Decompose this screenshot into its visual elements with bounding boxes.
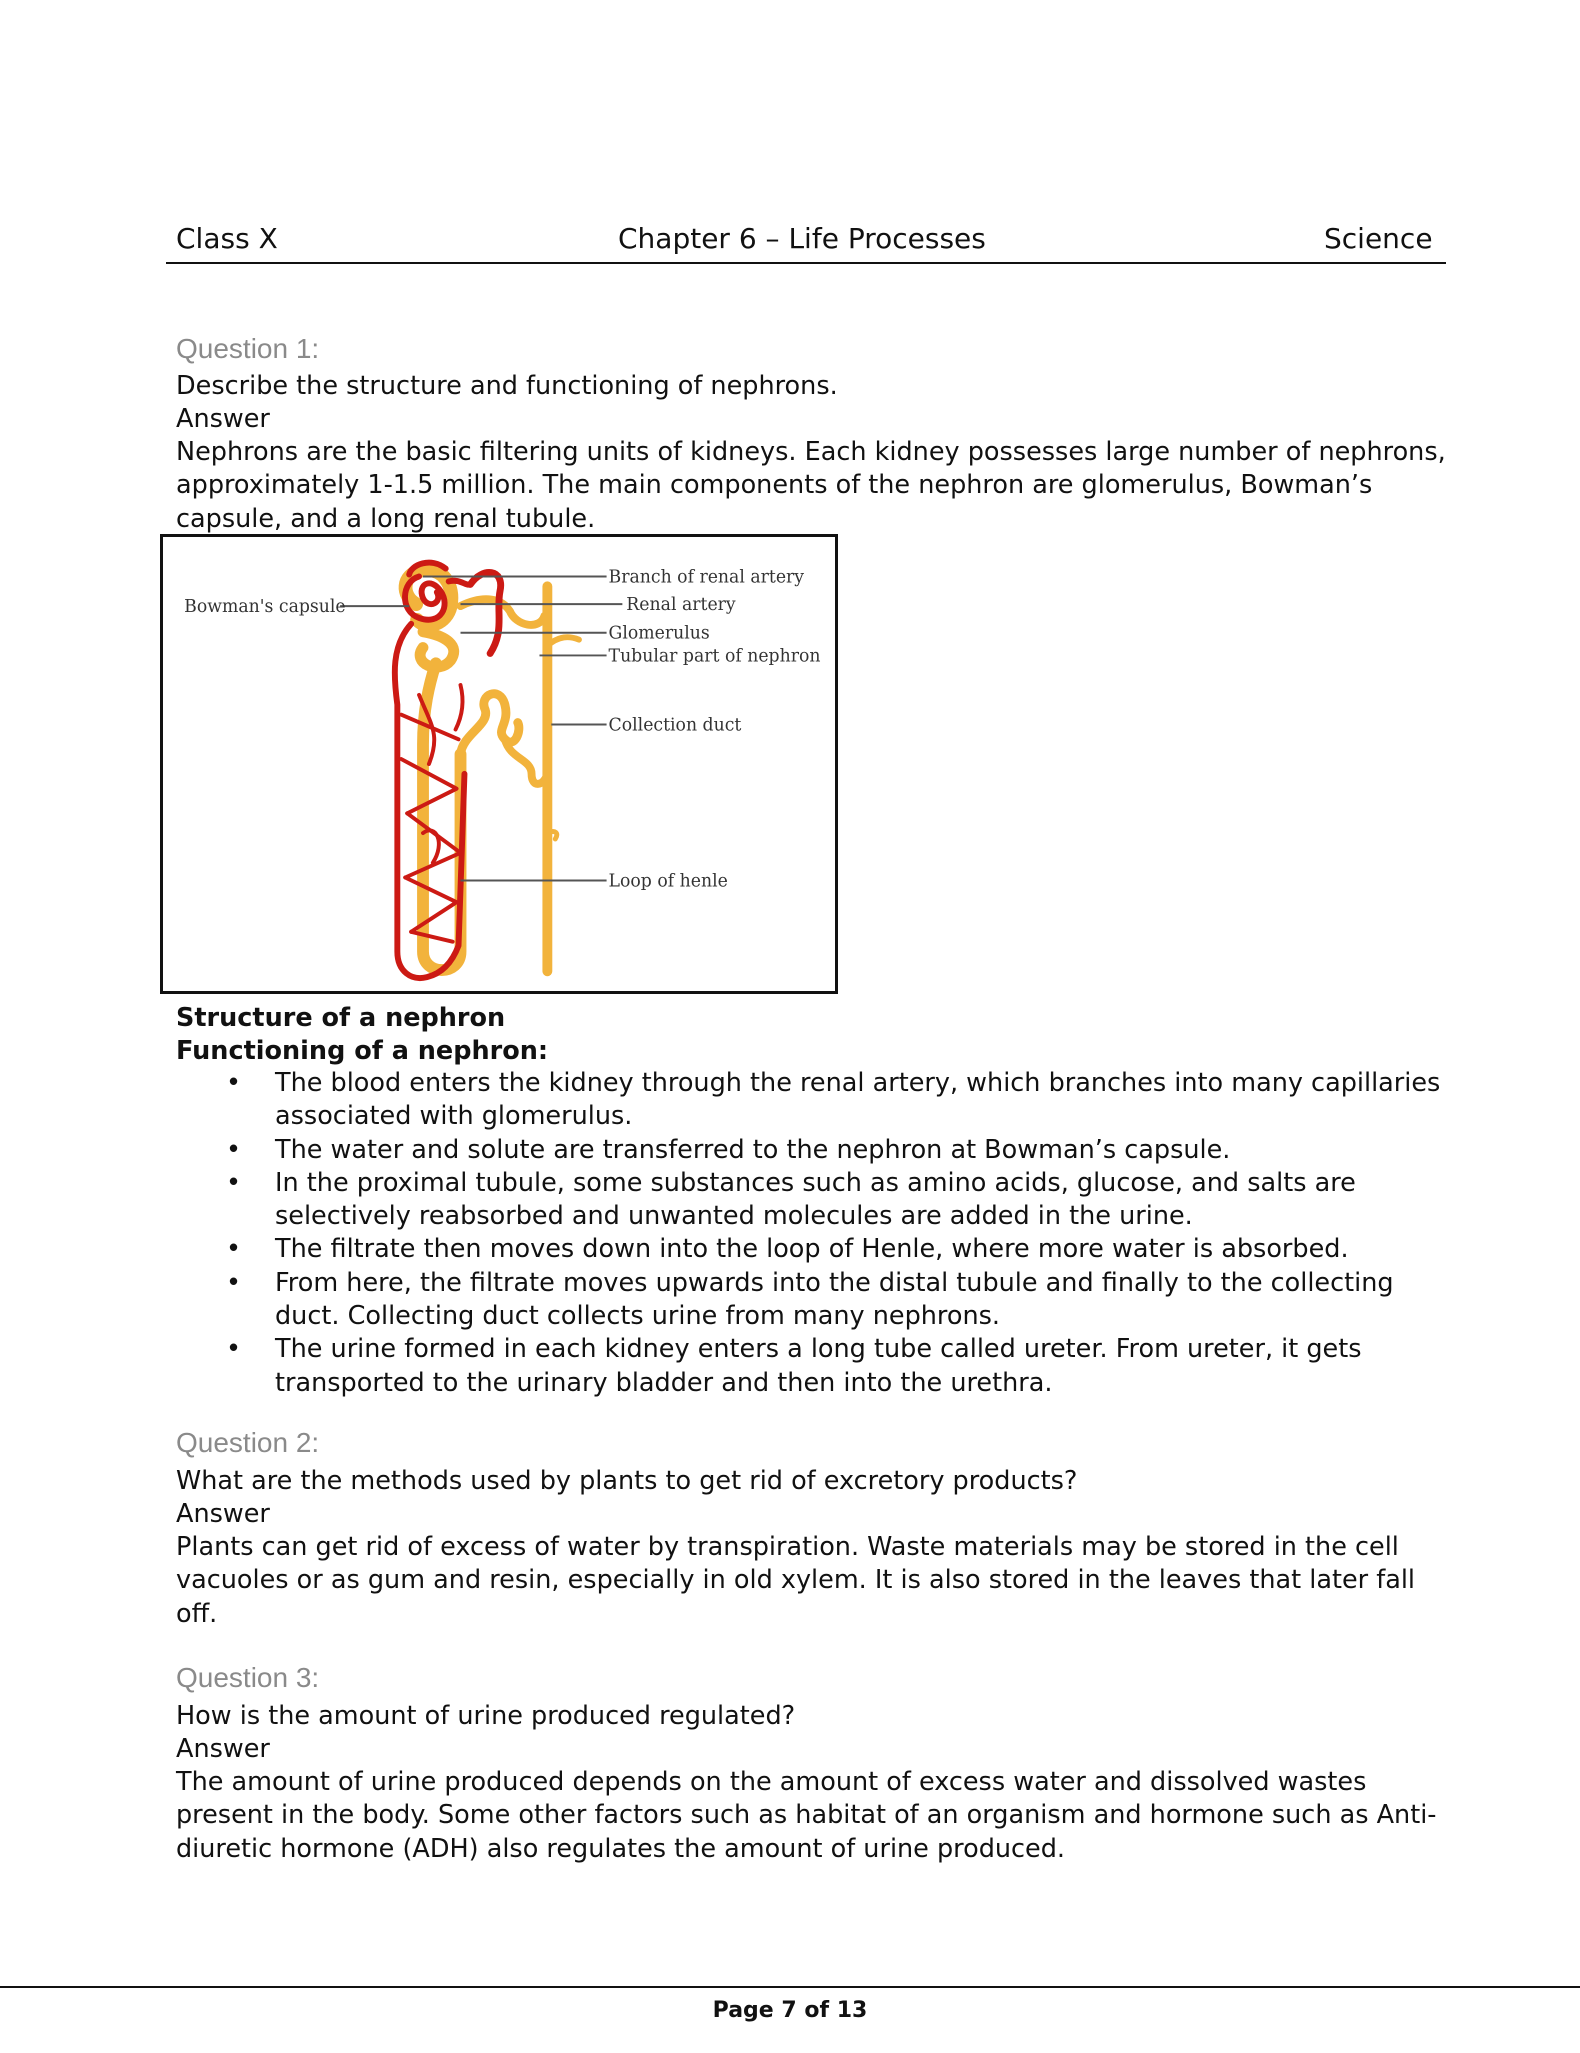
question-1-title: Question 1:: [176, 333, 320, 364]
footer-rule: [0, 1986, 1580, 1988]
question-1-answer-label: Answer: [176, 404, 270, 434]
label-bowmans-capsule: Bowman's capsule: [184, 597, 346, 618]
bullet-icon: •: [226, 1068, 242, 1098]
page-number: Page 7 of 13: [712, 1998, 868, 2023]
list-item: • The blood enters the kidney through the renal artery, which branches into many capillaries associated with glomerulus.: [226, 1068, 1441, 1132]
question-3-answer-label: Answer: [176, 1734, 270, 1764]
label-glomerulus: Glomerulus: [608, 623, 710, 644]
question-1-answer-text: Nephrons are the basic filtering units of kidneys. Each kidney possesses large number of nephrons, approximately 1-1.5 million. The main components of the nephron are glomerulus, Bowman’s capsule, and a long renal tubule.: [176, 437, 1446, 534]
label-loop-of-henle: Loop of henle: [608, 871, 728, 892]
bullet-icon: •: [226, 1167, 242, 1198]
list-item: • The filtrate then moves down into the loop of Henle, where more water is absorbed.: [176, 1233, 1446, 1266]
header-class: Class X: [176, 222, 278, 255]
bullet-icon: •: [226, 1267, 242, 1298]
question-2-title: Question 2:: [176, 1427, 320, 1458]
header-rule: [166, 262, 1446, 264]
question-3-text: How is the amount of urine produced regulated?: [176, 1701, 796, 1731]
label-renal-artery: Renal artery: [626, 595, 736, 616]
label-tubular-part: Tubular part of nephron: [608, 646, 821, 667]
question-3-answer-text: The amount of urine produced depends on the amount of excess water and dissolved wastes present in the body. Some other factors such as habitat of an organism and hormone such as Anti-diuretic hormone (ADH) also regulates the amount of urine produced.: [176, 1767, 1437, 1864]
nephron-diagram: [160, 534, 838, 994]
blood-vessels: [395, 563, 501, 978]
list-item: • The urine formed in each kidney enters a long tube called ureter. From ureter, it gets transported to the urinary bladder and then into the urethra.: [226, 1334, 1362, 1398]
figure-caption: Structure of a nephron: [176, 1003, 506, 1033]
list-item: • The water and solute are transferred to the nephron at Bowman’s capsule.: [176, 1134, 1446, 1167]
functioning-list: [176, 1067, 1446, 1400]
label-collection-duct: Collection duct: [608, 715, 742, 736]
list-item: • From here, the filtrate moves upwards into the distal tubule and finally to the collecting duct. Collecting duct collects urine from many nephrons.: [226, 1267, 1394, 1332]
question-2-answer-label: Answer: [176, 1499, 270, 1529]
question-2-text: What are the methods used by plants to get rid of excretory products?: [176, 1466, 1078, 1496]
bullet-icon: •: [226, 1234, 242, 1265]
functioning-title: Functioning of a nephron:: [176, 1036, 549, 1066]
nephron-tubule: [406, 570, 579, 971]
list-item: • In the proximal tubule, some substances such as amino acids, glucose, and salts are selectively reabsorbed and unwanted molecules are added in the urine.: [226, 1167, 1356, 1232]
header-subject: Science: [1324, 222, 1433, 255]
label-branch-renal-artery: Branch of renal artery: [608, 567, 805, 588]
bullet-icon: •: [226, 1334, 242, 1365]
bullet-icon: •: [226, 1134, 242, 1165]
header-chapter: Chapter 6 – Life Processes: [618, 222, 986, 255]
question-3-title: Question 3:: [176, 1662, 320, 1693]
question-1-text: Describe the structure and functioning of nephrons.: [176, 371, 838, 401]
question-2-answer-text: Plants can get rid of excess of water by transpiration. Waste materials may be stored in the cell vacuoles or as gum and resin, especially in old xylem. It is also stored in the leaves that later fall off.: [176, 1532, 1416, 1629]
